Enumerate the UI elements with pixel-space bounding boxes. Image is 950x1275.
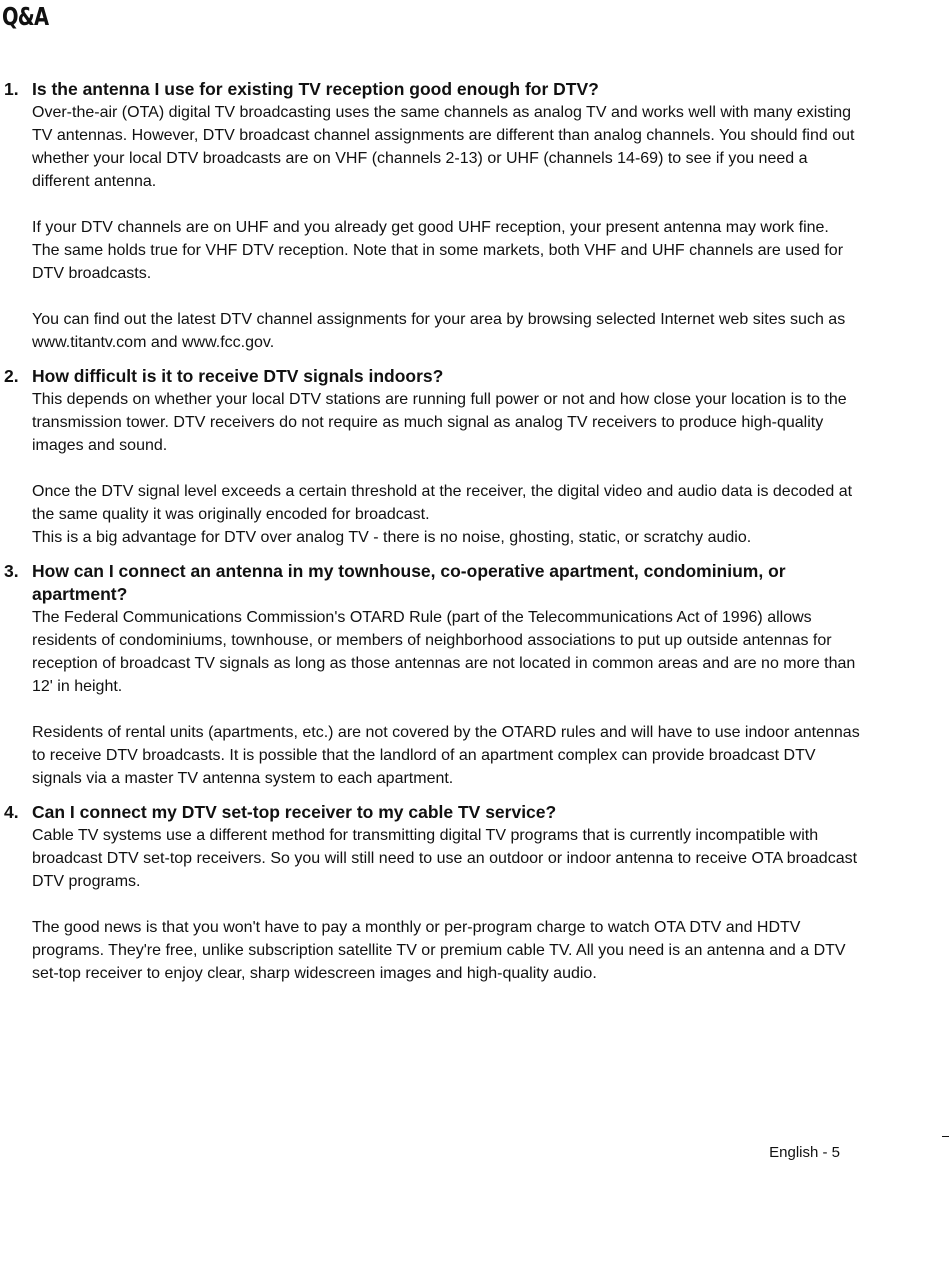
answer-paragraph: Over-the-air (OTA) digital TV broadcasting uses the same channels as analog TV and works well with many existing TV antennas. However, DTV broadcast channel assignments are different than analog channels. You should find out whether your local DTV broadcasts are on VHF (channels 2-13) or UHF (channels 14-69) to see if you need a different antenna.	[32, 104, 855, 190]
answer-paragraph: If your DTV channels are on UHF and you already get good UHF reception, your present antenna may work fine. The same holds true for VHF DTV reception. Note that in some markets, both VHF and UHF channels are used for DTV broadcasts.	[32, 219, 844, 282]
qa-list	[0, 78, 860, 996]
qa-item-4	[0, 801, 860, 985]
question-number: 3.	[4, 561, 19, 581]
question-heading: Can I connect my DTV set-top receiver to my cable TV service?	[32, 802, 557, 822]
question-number: 1.	[4, 79, 19, 99]
qa-item-1	[0, 78, 860, 354]
answer-paragraph: This is a big advantage for DTV over analog TV - there is no noise, ghosting, static, or scratchy audio.	[32, 529, 752, 546]
question-number: 4.	[4, 802, 19, 822]
question-number: 2.	[4, 366, 19, 386]
qa-item-2	[0, 365, 860, 549]
page-number-footer: English - 5	[769, 1144, 840, 1161]
answer-paragraph: Residents of rental units (apartments, etc.) are not covered by the OTARD rules and will have to use indoor antennas to receive DTV broadcasts. It is possible that the landlord of an apartment complex can provide broadcast DTV signals via a master TV antenna system to each apartment.	[32, 724, 860, 787]
qa-item-3	[0, 560, 860, 790]
answer-paragraph: The good news is that you won't have to pay a monthly or per-program charge to watch OTA DTV and HDTV programs. They're free, unlike subscription satellite TV or premium cable TV. All you need is an antenna and a DTV set-top receiver to enjoy clear, sharp widescreen images and high-quality audio.	[32, 919, 846, 982]
question-heading: Is the antenna I use for existing TV reception good enough for DTV?	[32, 79, 599, 99]
answer-paragraph: Once the DTV signal level exceeds a certain threshold at the receiver, the digital video and audio data is decoded at the same quality it was originally encoded for broadcast.	[32, 483, 853, 523]
page-title: Q&A	[2, 2, 49, 31]
answer-paragraph: You can find out the latest DTV channel assignments for your area by browsing selected Internet web sites such as www.titantv.com and www.fcc.gov.	[32, 311, 846, 351]
answer-paragraph: The Federal Communications Commission's OTARD Rule (part of the Telecommunications Act of 1996) allows residents of condominiums, townhouse, or members of neighborhood associations to put up outside antennas for reception of broadcast TV signals as long as those antennas are not located in common areas and are no more than 12' in height.	[32, 609, 856, 695]
question-heading: How difficult is it to receive DTV signals indoors?	[32, 366, 444, 386]
question-heading: How can I connect an antenna in my townhouse, co-operative apartment, condominium, or apartment?	[32, 561, 786, 604]
answer-paragraph: This depends on whether your local DTV stations are running full power or not and how close your location is to the transmission tower. DTV receivers do not require as much signal as analog TV receivers to produce high-quality images and sound.	[32, 391, 847, 454]
answer-paragraph: Cable TV systems use a different method for transmitting digital TV programs that is currently incompatible with broadcast DTV set-top receivers. So you will still need to use an outdoor or indoor antenna to receive OTA broadcast DTV programs.	[32, 827, 858, 890]
edge-mark	[942, 1136, 949, 1137]
